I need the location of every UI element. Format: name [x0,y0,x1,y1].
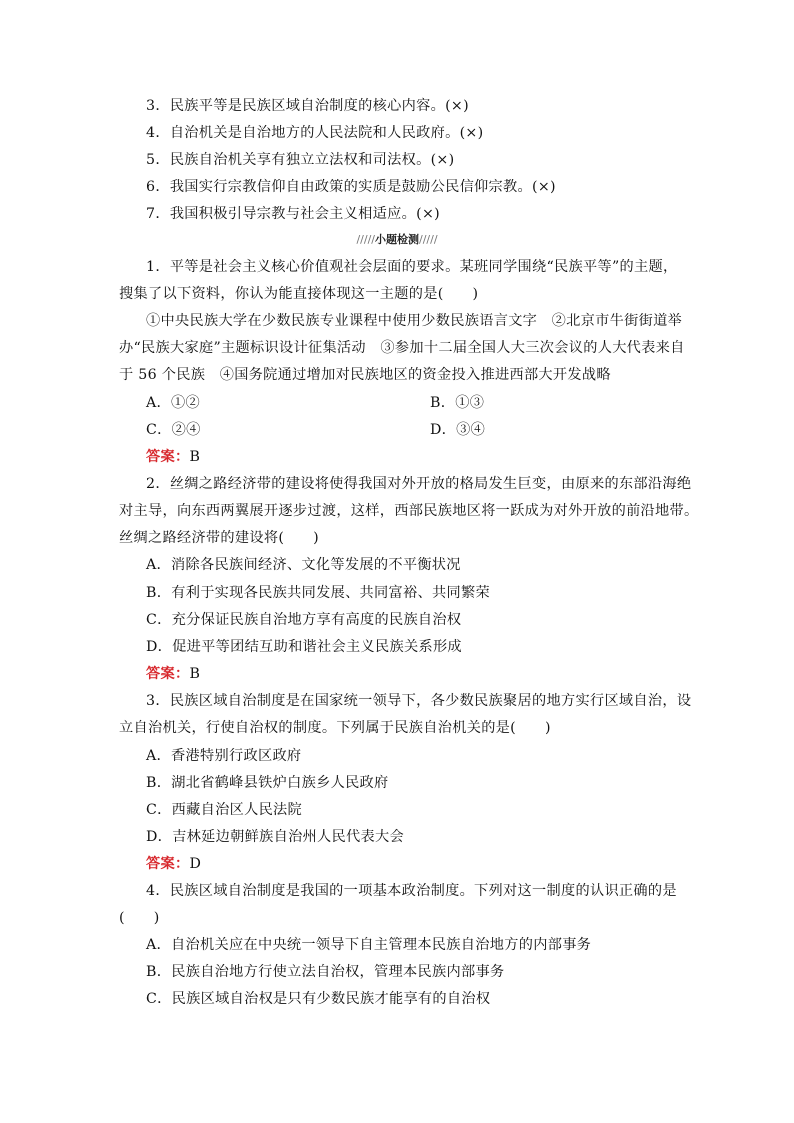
q1-stem-line2: 搜集了以下资料，你认为能直接体现这一主题的是( ) [119,286,479,302]
q1-material-line1: ①中央民族大学在少数民族专业课程中使用少数民族语言文字 ②北京市牛街街道举 [146,313,683,329]
q3-option-c: C．西藏自治区人民法院 [146,802,303,818]
q4-stem-line1: 4．民族区域自治制度是我国的一项基本政治制度。下列对这一制度的认识正确的是 [146,883,677,899]
review-item-3: 3．民族平等是民族区域自治制度的核心内容。(×) [146,98,469,114]
q3-stem-line1: 3．民族区域自治制度是在国家统一领导下，各少数民族聚居的地方实行区域自治，设 [146,693,692,709]
q1-option-a: A．①② [146,395,201,411]
review-item-6: 6．我国实行宗教信仰自由政策的实质是鼓励公民信仰宗教。(×) [146,179,556,195]
q4-option-a: A．自治机关应在中央统一领导下自主管理本民族自治地方的内部事务 [146,937,592,953]
q2-option-b: B．有利于实现各民族共同发展、共同富裕、共同繁荣 [146,585,490,601]
review-item-7: 7．我国积极引导宗教与社会主义相适应。(×) [146,206,440,222]
q2-stem-line2: 对主导，向东西两翼展开逐步过渡，这样，西部民族地区将一跃成为对外开放的前沿地带。 [119,503,699,519]
divider-slashes-left: ///// [356,233,375,246]
section-divider [0,232,794,248]
answer-label: 答案： [146,666,190,682]
q2-option-a: A．消除各民族间经济、文化等发展的不平衡状况 [146,557,461,573]
q1-material-line2: 办“民族大家庭”主题标识设计征集活动 ③参加十二届全国人大三次会议的人大代表来自 [119,340,685,356]
divider-slashes-right: ///// [419,233,438,246]
section-title: 小题检测 [375,233,419,246]
q3-option-a: A．香港特别行政区政府 [146,748,302,764]
q1-option-c: C．②④ [146,422,201,438]
answer-label: 答案： [146,856,190,872]
q1-option-d: D．③④ [430,422,486,438]
q4-option-c: C．民族区域自治权是只有少数民族才能享有的自治权 [146,991,491,1007]
q3-answer-value: D [189,856,202,872]
q2-option-d: D．促进平等团结互助和谐社会主义民族关系形成 [146,639,462,655]
q2-stem-line1: 2．丝绸之路经济带的建设将使得我国对外开放的格局发生巨变，由原来的东部沿海绝 [146,476,692,492]
q4-stem-line2: ( ) [119,910,160,926]
review-item-4: 4．自治机关是自治地方的人民法院和人民政府。(×) [146,125,484,141]
q2-answer [146,664,200,684]
q1-answer [146,447,200,467]
review-item-5: 5．民族自治机关享有独立立法权和司法权。(×) [146,152,455,168]
q2-option-c: C．充分保证民族自治地方享有高度的民族自治权 [146,612,462,628]
q2-stem-line3: 丝绸之路经济带的建设将( ) [119,530,320,546]
q2-answer-value: B [189,666,201,682]
q3-option-b: B．湖北省鹤峰县铁炉白族乡人民政府 [146,775,389,791]
q1-option-b: B．①③ [430,395,485,411]
answer-label: 答案： [146,449,190,465]
q1-answer-value: B [189,449,201,465]
q1-material-line3: 于 56 个民族 ④国务院通过增加对民族地区的资金投入推进西部大开发战略 [119,367,611,383]
q4-option-b: B．民族自治地方行使立法自治权，管理本民族内部事务 [146,964,505,980]
q3-option-d: D．吉林延边朝鲜族自治州人民代表大会 [146,829,404,845]
q3-answer [146,854,201,874]
q3-stem-line2: 立自治机关，行使自治权的制度。下列属于民族自治机关的是( ) [119,720,551,736]
q1-stem-line1: 1．平等是社会主义核心价值观社会层面的要求。某班同学围绕“民族平等”的主题， [146,259,678,275]
